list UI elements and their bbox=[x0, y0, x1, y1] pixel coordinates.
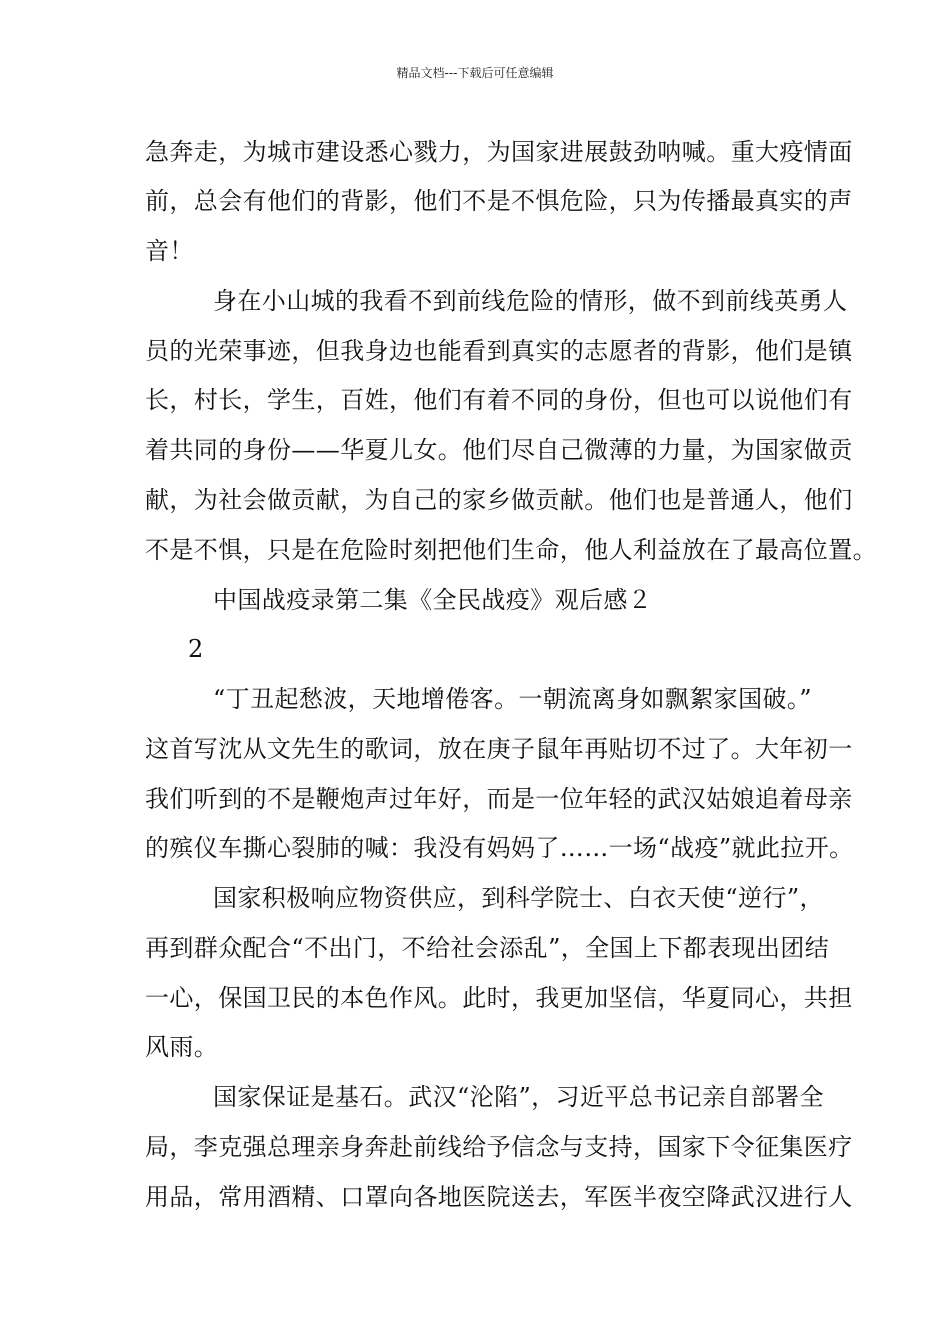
text-line: 前，总会有他们的背影，他们不是不惧危险，只为传播最真实的声 bbox=[145, 187, 853, 215]
text-line: 员的光荣事迹，但我身边也能看到真实的志愿者的背影，他们是镇 bbox=[145, 337, 853, 365]
text-line: 急奔走，为城市建设悉心戮力，为国家进展鼓劲呐喊。重大疫情面 bbox=[145, 138, 853, 166]
text-line: 国家积极响应物资供应，到科学院士、白衣天使“逆行”， bbox=[213, 884, 824, 912]
section-title: 中国战疫录第二集《全民战疫》观后感２ bbox=[213, 586, 653, 614]
text-line: 身在小山城的我看不到前线危险的情形，做不到前线英勇人 bbox=[213, 287, 848, 315]
text-line: “丁丑起愁波，天地增倦客。一朝流离身如飘絮家国破。” bbox=[213, 685, 812, 713]
text-line: 一心，保国卫民的本色作风。此时，我更加坚信，华夏同心，共担 bbox=[145, 984, 853, 1012]
text-line: 再到群众配合“不出门，不给社会添乱”，全国上下都表现出团结 bbox=[145, 934, 830, 962]
text-line: 音！ bbox=[145, 237, 194, 265]
text-line: 不是不惧，只是在危险时刻把他们生命，他人利益放在了最高位置。 bbox=[145, 536, 877, 564]
page-header: 精品文档---下载后可任意编辑 bbox=[396, 66, 554, 80]
text-line: 局，李克强总理亲身奔赴前线给予信念与支持，国家下令征集医疗 bbox=[145, 1133, 853, 1161]
text-line: 献，为社会做贡献，为自己的家乡做贡献。他们也是普通人，他们 bbox=[145, 486, 853, 514]
text-line: 风雨。 bbox=[145, 1033, 219, 1061]
text-line: 用品，常用酒精、口罩向各地医院送去，军医半夜空降武汉进行人 bbox=[145, 1183, 853, 1211]
text-line: 着共同的身份——华夏儿女。他们尽自己微薄的力量，为国家做贡 bbox=[145, 436, 853, 464]
text-line: 长，村长，学生，百姓，他们有着不同的身份，但也可以说他们有 bbox=[145, 386, 853, 414]
text-line: 这首写沈从文先生的歌词，放在庚子鼠年再贴切不过了。大年初一 bbox=[145, 735, 853, 763]
text-line: 国家保证是基石。武汉“沦陷”，习近平总书记亲自部署全 bbox=[213, 1083, 824, 1111]
text-line: 的殡仪车撕心裂肺的喊：我没有妈妈了……一场“战疫”就此拉开。 bbox=[145, 834, 854, 862]
text-line: 我们听到的不是鞭炮声过年好，而是一位年轻的武汉姑娘追着母亲 bbox=[145, 785, 853, 813]
section-number: 2 bbox=[188, 635, 204, 663]
